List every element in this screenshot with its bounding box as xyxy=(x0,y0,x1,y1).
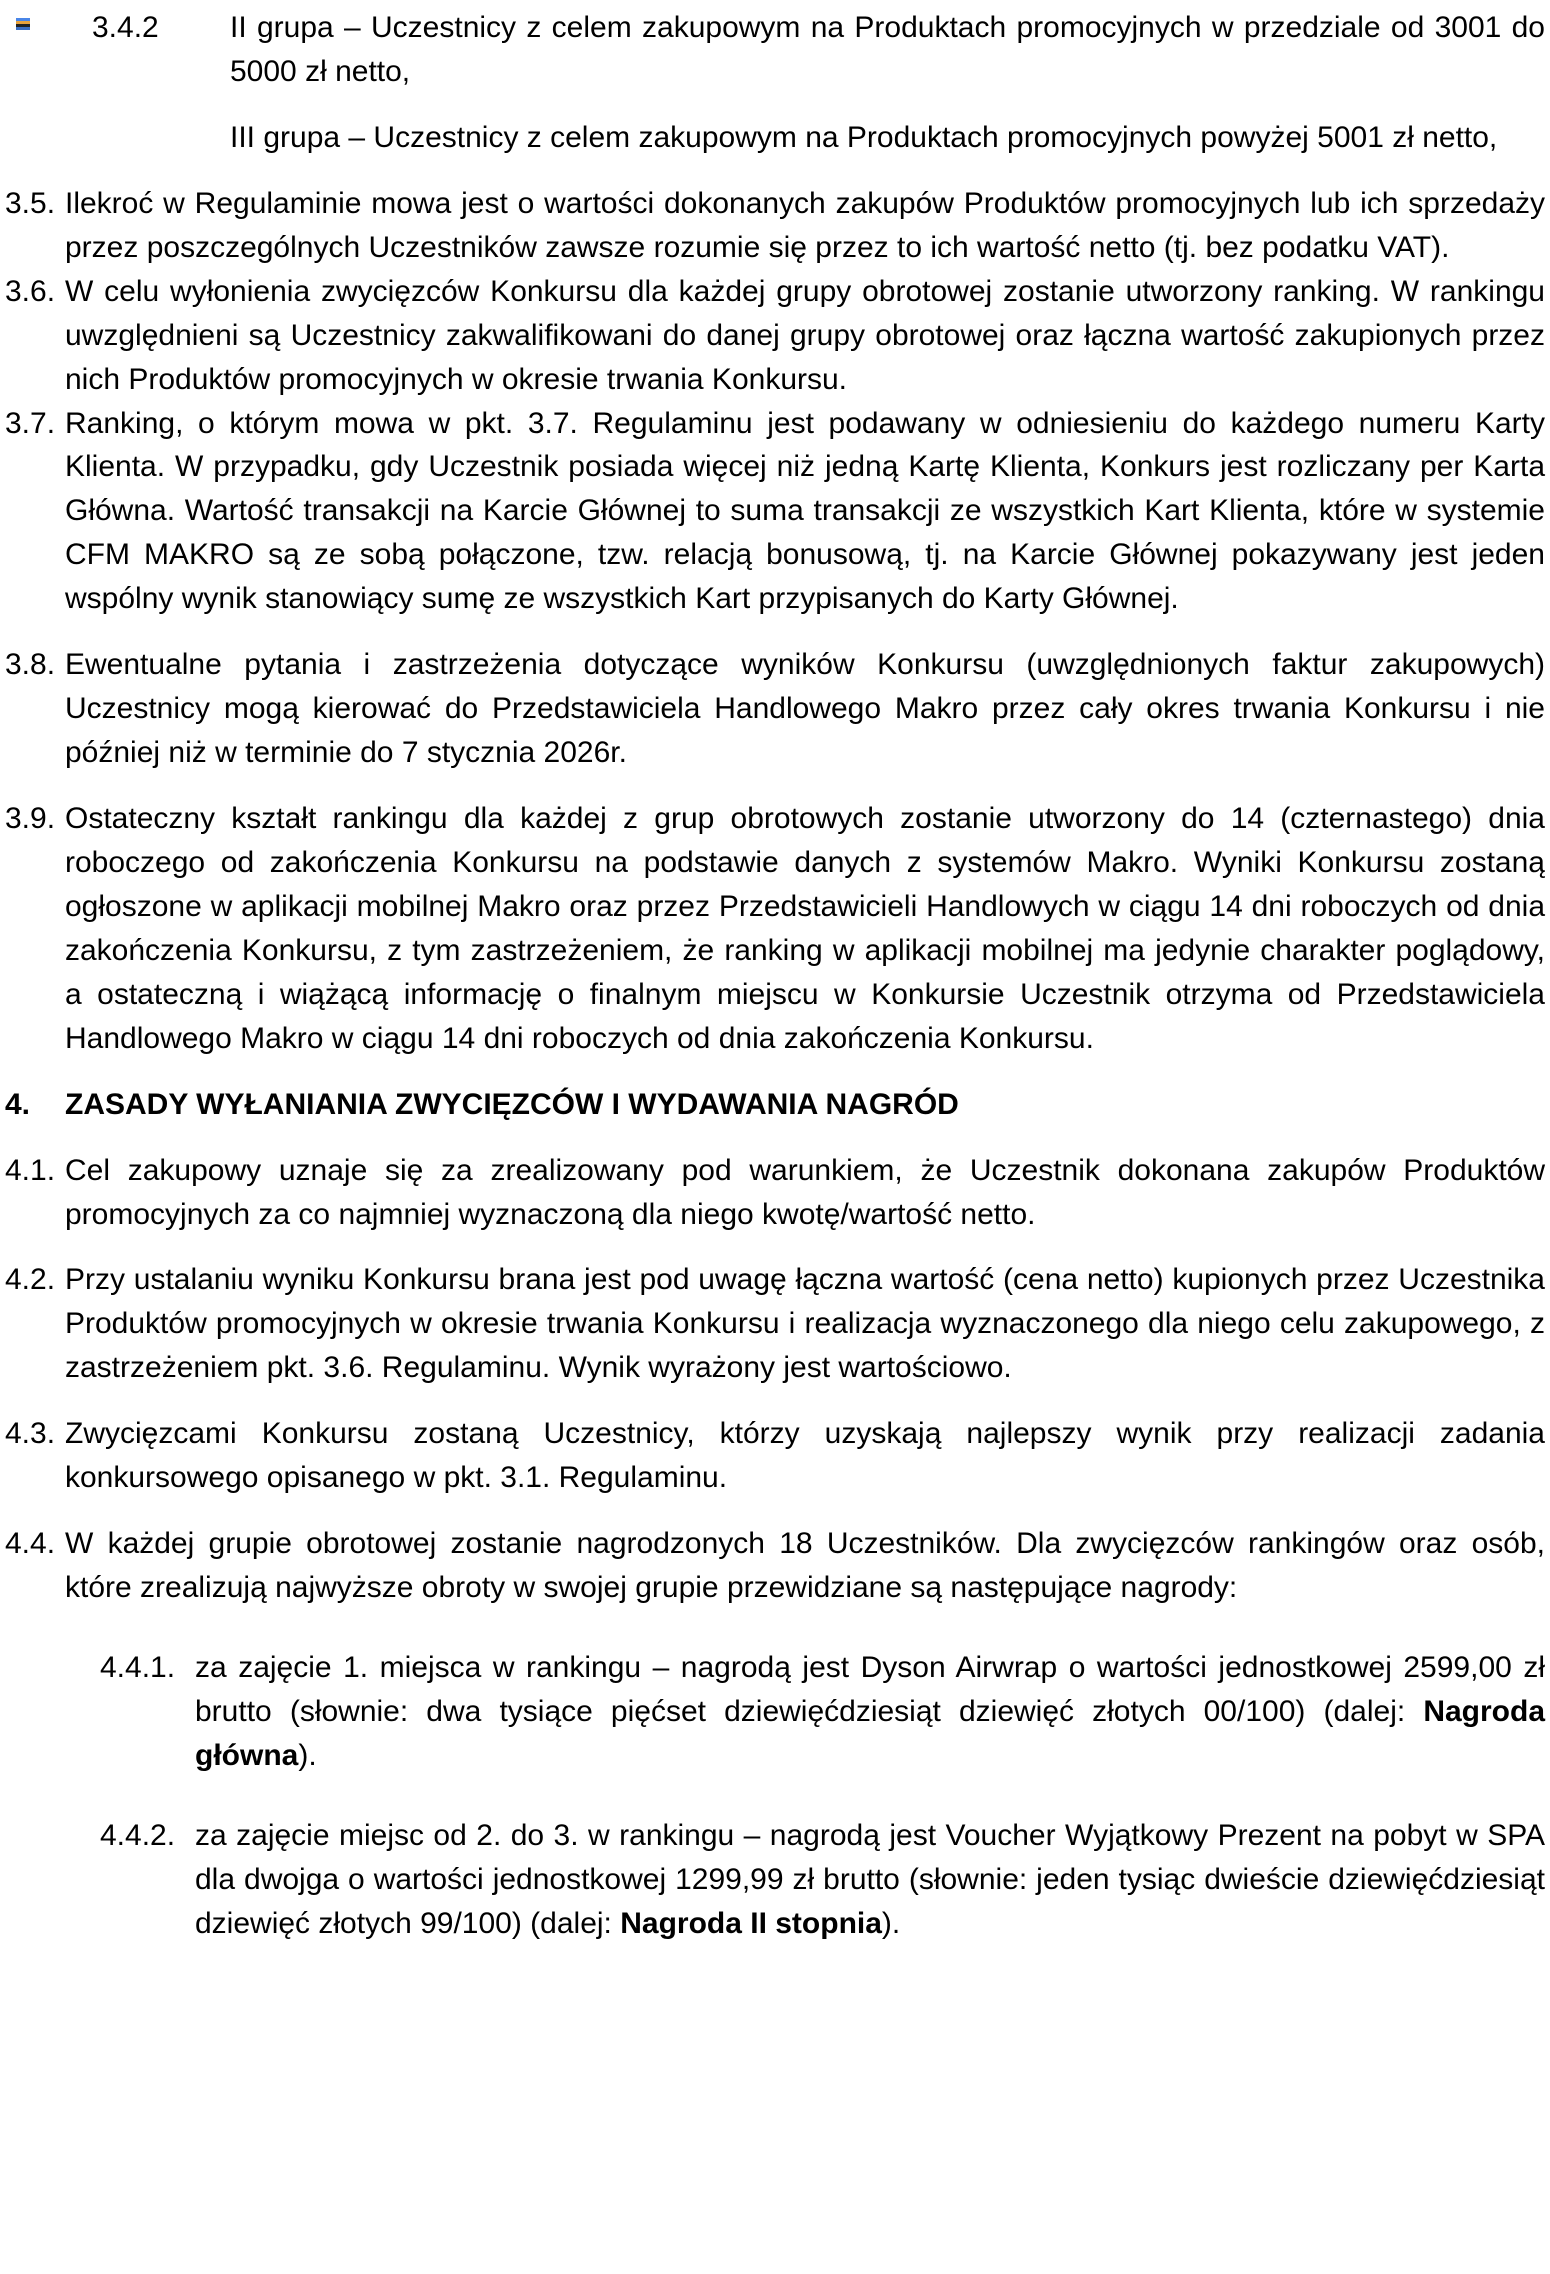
clause-number: 3.7. xyxy=(5,406,56,440)
clause-number: 3.9. xyxy=(5,802,56,835)
clause-paragraph: Cel zakupowy uznaje się za zrealizowany pod warunkiem, że Uczestnik dokonana zakupów Produktów promocyjnych za co najmniej wyznaczoną dla niego kwotę/wartość netto. xyxy=(65,1153,1545,1231)
clause-paragraph: III grupa – Uczestnicy z celem zakupowym na Produktach promocyjnych powyżej 5001 zł netto, xyxy=(230,120,1498,154)
clause-3-8 xyxy=(0,643,1545,775)
section-number: 4. xyxy=(5,1087,31,1121)
clause-3-6 xyxy=(0,270,1545,402)
section-title xyxy=(65,1083,1545,1127)
clause-4-2 xyxy=(0,1258,1545,1390)
doc-color-marker-icon xyxy=(16,18,30,30)
clause-3-7 xyxy=(0,402,1545,622)
page-title: ZASADY WYŁANIANIA ZWYCIĘZCÓW I WYDAWANIA NAGRÓD xyxy=(65,1087,959,1121)
clause-text xyxy=(230,116,1545,160)
clause-number: 4.4.2. xyxy=(100,1818,176,1852)
clause-text xyxy=(65,1258,1545,1390)
clause-paragraph: Ranking, o którym mowa w pkt. 3.7. Regulaminu jest podawany w odniesieniu do każdego numeru Karty Klienta. W przypadku, gdy Uczestnik posiada więcej niż jedną Kartę Klienta, Konkurs jest rozliczany per Karta Główna. Wartość transakcji na Karcie Głównej to suma transakcji ze wszystkich Kart Klienta, które w systemie CFM MAKRO są ze sobą połączone, tzw. relacją bonusową, tj. na Karcie Głównej pokazywany jest jeden wspólny wynik stanowiący sumę ze wszystkich Kart przypisanych do Karty Głównej. xyxy=(65,406,1545,616)
clause-number: 4.4. xyxy=(5,1527,56,1561)
clause-text xyxy=(65,182,1545,270)
clause-text xyxy=(195,1646,1545,1778)
clause-text xyxy=(65,1149,1545,1237)
clause-text xyxy=(65,270,1545,402)
clause-text xyxy=(195,1814,1545,1946)
clause-paragraph: Ewentualne pytania i zastrzeżenia dotyczące wyników Konkursu (uwzględnionych faktur zakupowych) Uczestnicy mogą kierować do Przedstawiciela Handlowego Makro przez cały okres trwania Konkursu i nie później niż w terminie do 7 stycznia 2026r. xyxy=(65,648,1545,770)
clause-4-4 xyxy=(0,1522,1545,1610)
clause-paragraph: za zajęcie 1. miejsca w rankingu – nagrodą jest Dyson Airwrap o wartości jednostkowej 2599,00 zł brutto (słownie: dwa tysiące pięćset dziewięćdziesiąt dziewięć złotych 00/100) (dalej: Nagroda główna). xyxy=(195,1651,1545,1772)
section-heading-4 xyxy=(0,1083,1545,1127)
clause-text xyxy=(65,1522,1545,1610)
clause-text xyxy=(230,6,1545,94)
clause-number: 3.8. xyxy=(5,648,56,682)
clause-paragraph: za zajęcie miejsc od 2. do 3. w rankingu – nagrodą jest Voucher Wyjątkowy Prezent na pobyt w SPA dla dwojga o wartości jednostkowej 1299,99 zł brutto (słownie: jeden tysiąc dwieście dziewięćdziesiąt dziewięć złotych 99/100) (dalej: Nagroda II stopnia). xyxy=(195,1818,1545,1940)
clause-paragraph: Zwycięzcami Konkursu zostaną Uczestnicy, którzy uzyskają najlepszy wynik przy realizacji zadania konkursowego opisanego w pkt. 3.1. Regulaminu. xyxy=(65,1417,1545,1495)
clause-paragraph: W każdej grupie obrotowej zostanie nagrodzonych 18 Uczestników. Dla zwycięzców rankingów oraz osób, które zrealizują najwyższe obroty w swojej grupie przewidziane są następujące nagrody: xyxy=(65,1527,1545,1605)
clause-paragraph: W celu wyłonienia zwycięzców Konkursu dla każdej grupy obrotowej zostanie utworzony ranking. W rankingu uwzględnieni są Uczestnicy zakwalifikowani do danej grupy obrotowej oraz łączna wartość zakupionych przez nich Produktów promocyjnych w okresie trwania Konkursu. xyxy=(65,274,1545,396)
clause-text xyxy=(65,797,1545,1061)
clause-number: 3.4.2 xyxy=(92,11,159,44)
clause-text xyxy=(65,643,1545,775)
clause-4-1 xyxy=(0,1149,1545,1237)
clause-number: 4.2. xyxy=(5,1263,56,1297)
clause-3-5 xyxy=(0,182,1545,270)
clause-3-9 xyxy=(0,797,1545,1061)
clause-paragraph: Ostateczny kształt rankingu dla każdej z grup obrotowych zostanie utworzony do 14 (czternastego) dnia roboczego od zakończenia Konkursu na podstawie danych z systemów Makro. Wyniki Konkursu zostaną ogłoszone w aplikacji mobilnej Makro oraz przez Przedstawicieli Handlowych w ciągu 14 dni roboczych od dnia zakończenia Konkursu, z tym zastrzeżeniem, że ranking w aplikacji mobilnej ma jedynie charakter poglądowy, a ostateczną i wiążącą informację o finalnym miejscu w Konkursie Uczestnik otrzyma od Przedstawiciela Handlowego Makro w ciągu 14 dni roboczych od dnia zakończenia Konkursu. xyxy=(65,802,1545,1055)
clause-4-4-2 xyxy=(0,1814,1545,1946)
clause-number: 4.1. xyxy=(5,1153,56,1187)
clause-number: 3.5. xyxy=(5,186,56,220)
clause-paragraph: Ilekroć w Regulaminie mowa jest o wartości dokonanych zakupów Produktów promocyjnych lub ich sprzedaży przez poszczególnych Uczestników zawsze rozumie się przez to ich wartość netto (tj. bez podatku VAT). xyxy=(65,186,1545,264)
clause-3-4-3 xyxy=(0,116,1545,160)
clause-4-4-1 xyxy=(0,1646,1545,1778)
clause-3-4-2 xyxy=(0,6,1545,94)
clause-number: 4.3. xyxy=(5,1417,56,1451)
clause-paragraph: II grupa – Uczestnicy z celem zakupowym na Produktach promocyjnych w przedziale od 3001 do 5000 zł netto, xyxy=(230,11,1545,88)
clause-paragraph: Przy ustalaniu wyniku Konkursu brana jest pod uwagę łączna wartość (cena netto) kupionych przez Uczestnika Produktów promocyjnych w okresie trwania Konkursu i realizacja wyznaczonego dla niego celu zakupowego, z zastrzeżeniem pkt. 3.6. Regulaminu. Wynik wyrażony jest wartościowo. xyxy=(65,1263,1545,1385)
clause-number: 3.6. xyxy=(5,274,56,308)
clause-number: 4.4.1. xyxy=(100,1651,176,1684)
clause-text xyxy=(65,402,1545,622)
clause-4-3 xyxy=(0,1412,1545,1500)
clause-text xyxy=(65,1412,1545,1500)
